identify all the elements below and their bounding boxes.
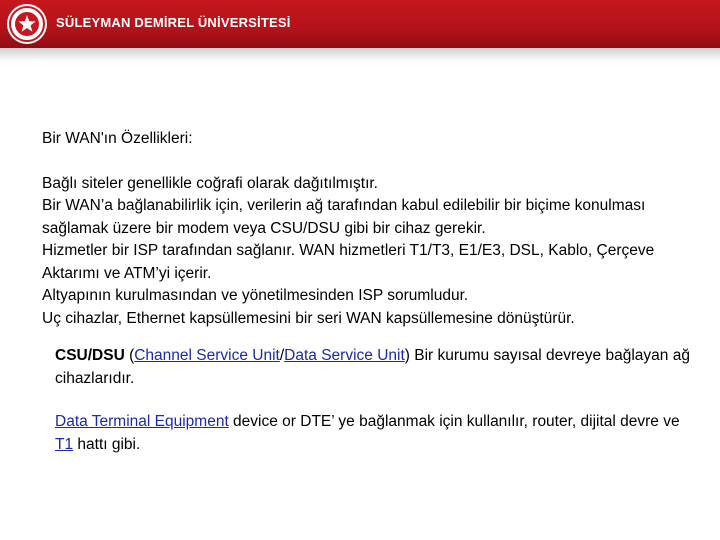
channel-service-unit-link[interactable]: Channel Service Unit xyxy=(134,347,280,364)
main-content xyxy=(42,128,702,330)
data-terminal-equipment-link[interactable]: Data Terminal Equipment xyxy=(55,413,229,430)
note-text: device or DTE’ ye bağlanmak için kullanılır, router, dijital devre ve xyxy=(228,413,688,430)
note-text: ) Bir kurumu sayısal devreye bağlayan ağ cihazlarıdır. xyxy=(55,347,690,387)
paragraph-3: Hizmetler bir ISP tarafından sağlanır. WAN hizmetleri T1/T3, E1/E3, DSL, Kablo, Çerçeve Aktarımı ve ATM’yi içerir. xyxy=(42,242,655,282)
paragraph-4: Altyapının kurulmasından ve yönetilmesinden ISP sorumludur. xyxy=(42,287,469,304)
paragraph-5: Uç cihazlar, Ethernet kapsüllemesini bir seri WAN kapsüllemesine dönüştürür. xyxy=(42,309,575,327)
dte-note xyxy=(55,411,695,456)
header-shadow xyxy=(0,48,720,62)
section-heading: Bir WAN'ın Özellikleri: xyxy=(42,130,193,147)
university-seal-icon xyxy=(6,3,48,45)
t1-link[interactable]: T1 xyxy=(55,435,74,453)
note-text: hattı gibi. xyxy=(73,435,141,453)
csu-dsu-term: CSU/DSU xyxy=(55,347,125,364)
university-name: SÜLEYMAN DEMİREL ÜNİVERSİTESİ xyxy=(56,15,291,30)
note-text: ( xyxy=(124,347,135,364)
spacer xyxy=(42,151,702,173)
note-text: / xyxy=(279,347,285,364)
data-service-unit-link[interactable]: Data Service Unit xyxy=(284,347,405,364)
paragraph-2: Bir WAN’a bağlanabilirlik için, verilerin ağ tarafından kabul edilebilir bir biçime konulması sağlamak üzere bir modem veya CSU/DSU gibi bir cihaz gerekir. xyxy=(42,197,646,237)
header-bar xyxy=(0,0,720,48)
csu-dsu-note xyxy=(55,345,695,390)
paragraph-1: Bağlı siteler genellikle coğrafi olarak dağıtılmıştır. xyxy=(42,174,378,192)
